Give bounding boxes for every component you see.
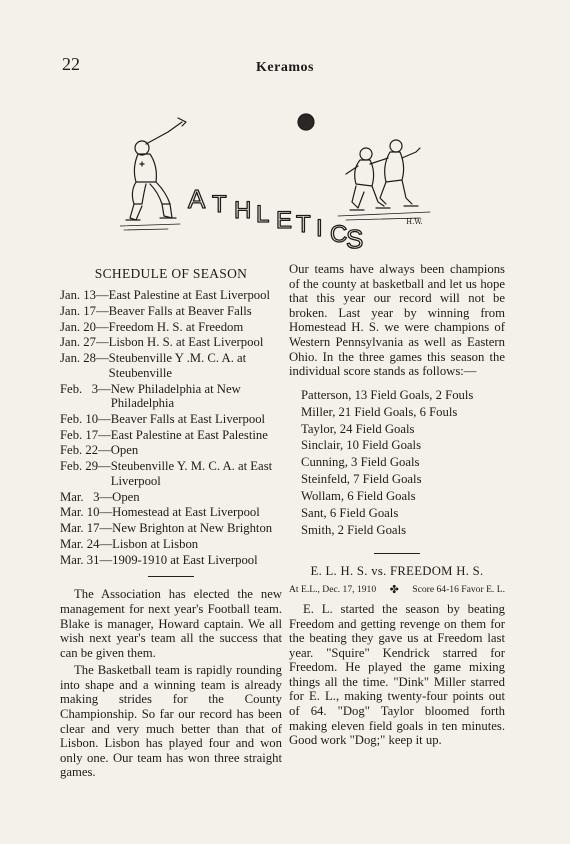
- list-item: Steinfeld, 7 Field Goals: [301, 472, 422, 487]
- game-score: Score 64-16 Favor E. L.: [412, 583, 505, 595]
- paragraph: The Basketball team is rapidly rounding into shape and a winning team is already making strides for the County Championship. So far our record has been clear and very much better than that of Lisbon. Lisbon has played four and won only one. Our team has won three straight games.: [60, 663, 282, 780]
- svg-text:S: S: [346, 224, 364, 254]
- schedule-title: SCHEDULE OF SEASON: [94, 266, 248, 281]
- list-item: Patterson, 13 Field Goals, 2 Fouls: [301, 387, 474, 402]
- list-item: Sinclair, 10 Field Goals: [301, 438, 422, 453]
- list-item: Feb. 22— Open: [60, 443, 139, 458]
- game-date: At E.L., Dec. 17, 1910: [289, 583, 377, 595]
- list-item: Mar. 10— Homestead at East Liverpool: [60, 505, 260, 520]
- right-column: [289, 262, 505, 751]
- paragraph: The Association has elected the new management for next year's Football team. Blake is manager, Howard captain. We all wish next year's team all the success that can be given them.: [60, 587, 282, 660]
- players-figure: [338, 140, 430, 226]
- list-item: Taylor, 24 Field Goals: [301, 421, 415, 436]
- game-meta: [289, 583, 505, 596]
- list-item: Miller, 21 Field Goals, 6 Fouls: [301, 404, 458, 419]
- list-item: Jan. 28— Steubenville Y .M. C. A. at Steubenville: [60, 351, 247, 380]
- list-item: Wollam, 6 Field Goals: [301, 489, 416, 504]
- athletics-heading: [188, 184, 363, 254]
- svg-text:E: E: [276, 207, 293, 234]
- divider: [148, 576, 194, 577]
- svg-text:A: A: [188, 184, 206, 214]
- shooter-figure: [120, 118, 186, 230]
- running-title: Keramos: [256, 60, 314, 75]
- list-item: Smith, 2 Field Goals: [301, 523, 407, 537]
- svg-text:H.W.: H.W.: [406, 218, 423, 226]
- svg-text:L: L: [256, 201, 270, 228]
- paragraph: Our teams have always been champions of the county at basketball and let us hope that this year our record will not be broken. Last year by winning from Homestead H. S. we were champions of Western Pennsylvania as well as Eastern Ohio. In the three games this season the individual score stands as follows:—: [289, 262, 505, 379]
- page-number: 22: [62, 54, 80, 74]
- svg-text:I: I: [316, 215, 323, 242]
- score-list: [301, 387, 505, 539]
- list-item: Feb. 17— East Palestine at East Palestine: [60, 427, 268, 442]
- paragraph: E. L. started the season by beating Freedom and getting revenge on them for the beating they gave us at Freedom last year. "Squire" Kendrick starred for Freedom. He played the game mixing things all the time. "Dink" Miller starred for E. L., making twenty-four points out of 64. "Dog" Taylor bloomed forth making eleven field goals in ten minutes. Good work "Dog;" keep it up.: [289, 601, 505, 748]
- list-item: Jan. 27— Lisbon H. S. at East Liverpool: [60, 335, 264, 350]
- svg-text:H: H: [234, 197, 252, 224]
- list-item: Jan. 20— Freedom H. S. at Freedom: [60, 319, 244, 334]
- list-item: Mar. 31— 1909-1910 at East Liverpool: [60, 552, 258, 567]
- game-title: E. L. H. S. vs. FREEDOM H. S.: [310, 563, 484, 578]
- svg-text:T: T: [296, 211, 311, 238]
- list-item: Sant, 6 Field Goals: [301, 506, 399, 521]
- list-item: Jan. 17— Beaver Falls at Beaver Falls: [60, 303, 252, 318]
- list-item: Mar. 17— New Brighton at New Brighton: [60, 521, 273, 536]
- schedule-list: [60, 288, 282, 567]
- list-item: Mar. 24— Lisbon at Lisbon: [60, 536, 199, 551]
- divider: [374, 553, 420, 554]
- list-item: Feb. 3— New Philadelphia at New Philadelphia: [60, 381, 241, 411]
- list-item: Feb. 10— Beaver Falls at East Liverpool: [60, 411, 266, 426]
- left-column: [60, 266, 282, 783]
- list-item: Jan. 13— East Palestine at East Liverpool: [60, 288, 271, 302]
- svg-text:T: T: [212, 191, 227, 218]
- list-item: Mar. 3— Open: [60, 489, 140, 504]
- list-item: Cunning, 3 Field Goals: [301, 455, 420, 470]
- list-item: Feb. 29— Steubenville Y. M. C. A. at East Liverpool: [60, 459, 273, 488]
- athletics-illustration: [120, 108, 440, 258]
- svg-text:C: C: [330, 221, 348, 248]
- ornament-icon: ✤: [389, 583, 399, 596]
